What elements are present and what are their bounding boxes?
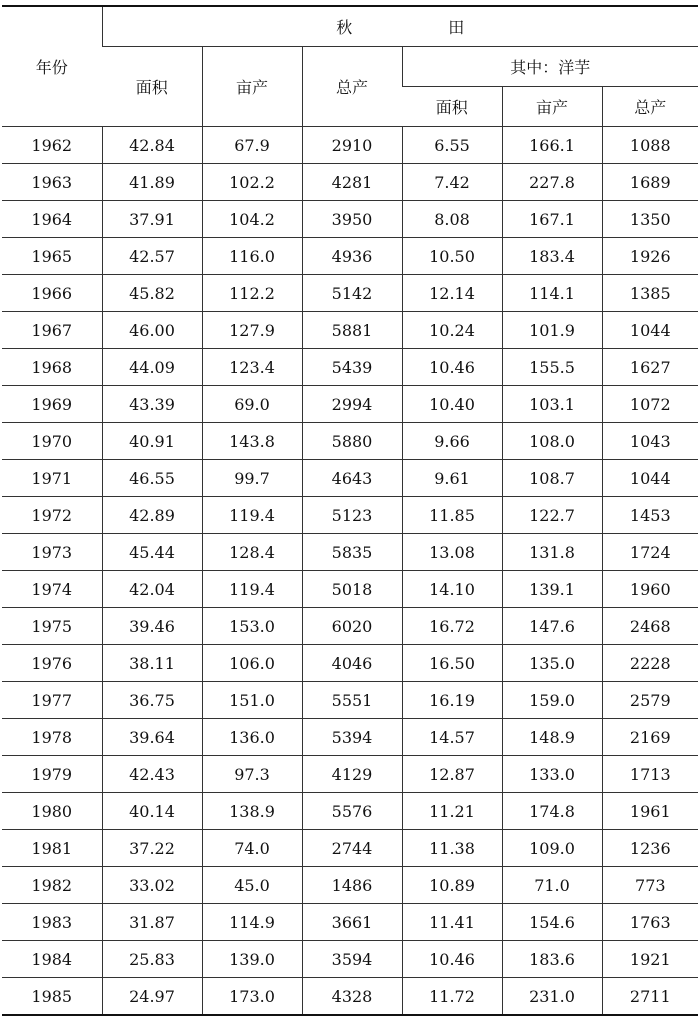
table-row bbox=[2, 127, 698, 164]
cell-potato-total: 1088 bbox=[602, 127, 698, 164]
cell-potato-total: 1236 bbox=[602, 830, 698, 867]
cell-area: 37.22 bbox=[102, 830, 202, 867]
cell-total: 2994 bbox=[302, 386, 402, 423]
cell-potato-per-mu: 103.1 bbox=[502, 386, 602, 423]
cell-total: 2910 bbox=[302, 127, 402, 164]
cell-total: 5551 bbox=[302, 682, 402, 719]
cell-total: 5835 bbox=[302, 534, 402, 571]
cell-total: 3950 bbox=[302, 201, 402, 238]
cell-potato-area: 10.40 bbox=[402, 386, 502, 423]
header-of-which-potato: 其中：洋芋 bbox=[402, 47, 698, 87]
cell-total: 6020 bbox=[302, 608, 402, 645]
cell-potato-area: 11.21 bbox=[402, 793, 502, 830]
cell-per-mu: 104.2 bbox=[202, 201, 302, 238]
cell-potato-per-mu: 166.1 bbox=[502, 127, 602, 164]
cell-per-mu: 97.3 bbox=[202, 756, 302, 793]
cell-year: 1977 bbox=[2, 682, 102, 719]
cell-year: 1981 bbox=[2, 830, 102, 867]
cell-area: 24.97 bbox=[102, 978, 202, 1016]
cell-potato-total: 773 bbox=[602, 867, 698, 904]
cell-area: 44.09 bbox=[102, 349, 202, 386]
cell-per-mu: 112.2 bbox=[202, 275, 302, 312]
cell-potato-area: 9.66 bbox=[402, 423, 502, 460]
cell-per-mu: 128.4 bbox=[202, 534, 302, 571]
cell-potato-total: 2169 bbox=[602, 719, 698, 756]
cell-area: 31.87 bbox=[102, 904, 202, 941]
cell-per-mu: 143.8 bbox=[202, 423, 302, 460]
header-potato-per-mu: 亩产 bbox=[502, 87, 602, 127]
cell-potato-total: 2228 bbox=[602, 645, 698, 682]
table-body bbox=[2, 127, 698, 1016]
cell-area: 41.89 bbox=[102, 164, 202, 201]
cell-year: 1971 bbox=[2, 460, 102, 497]
table-row bbox=[2, 164, 698, 201]
cell-area: 42.04 bbox=[102, 571, 202, 608]
cell-total: 4129 bbox=[302, 756, 402, 793]
cell-potato-per-mu: 154.6 bbox=[502, 904, 602, 941]
cell-year: 1978 bbox=[2, 719, 102, 756]
cell-potato-area: 16.50 bbox=[402, 645, 502, 682]
cell-potato-per-mu: 71.0 bbox=[502, 867, 602, 904]
table-row bbox=[2, 608, 698, 645]
cell-potato-area: 14.57 bbox=[402, 719, 502, 756]
cell-year: 1984 bbox=[2, 941, 102, 978]
cell-potato-area: 11.85 bbox=[402, 497, 502, 534]
cell-area: 40.91 bbox=[102, 423, 202, 460]
cell-per-mu: 153.0 bbox=[202, 608, 302, 645]
header-total: 总产 bbox=[302, 47, 402, 127]
cell-area: 33.02 bbox=[102, 867, 202, 904]
cell-area: 39.46 bbox=[102, 608, 202, 645]
cell-year: 1972 bbox=[2, 497, 102, 534]
cell-potato-total: 1453 bbox=[602, 497, 698, 534]
cell-potato-total: 1385 bbox=[602, 275, 698, 312]
cell-total: 5394 bbox=[302, 719, 402, 756]
table-row bbox=[2, 460, 698, 497]
cell-potato-area: 16.72 bbox=[402, 608, 502, 645]
cell-year: 1975 bbox=[2, 608, 102, 645]
cell-per-mu: 151.0 bbox=[202, 682, 302, 719]
cell-total: 1486 bbox=[302, 867, 402, 904]
cell-potato-per-mu: 167.1 bbox=[502, 201, 602, 238]
cell-total: 3594 bbox=[302, 941, 402, 978]
cell-potato-area: 6.55 bbox=[402, 127, 502, 164]
cell-potato-total: 1689 bbox=[602, 164, 698, 201]
cell-total: 5123 bbox=[302, 497, 402, 534]
cell-potato-area: 11.38 bbox=[402, 830, 502, 867]
table-row bbox=[2, 534, 698, 571]
cell-area: 46.00 bbox=[102, 312, 202, 349]
table-row bbox=[2, 904, 698, 941]
cell-total: 3661 bbox=[302, 904, 402, 941]
cell-per-mu: 173.0 bbox=[202, 978, 302, 1016]
cell-total: 4643 bbox=[302, 460, 402, 497]
cell-per-mu: 67.9 bbox=[202, 127, 302, 164]
cell-per-mu: 45.0 bbox=[202, 867, 302, 904]
cell-area: 45.82 bbox=[102, 275, 202, 312]
cell-potato-per-mu: 183.6 bbox=[502, 941, 602, 978]
table-row bbox=[2, 201, 698, 238]
cell-year: 1965 bbox=[2, 238, 102, 275]
cell-area: 37.91 bbox=[102, 201, 202, 238]
cell-potato-area: 7.42 bbox=[402, 164, 502, 201]
cell-potato-per-mu: 155.5 bbox=[502, 349, 602, 386]
table-row bbox=[2, 423, 698, 460]
cell-area: 39.64 bbox=[102, 719, 202, 756]
header-potato-total: 总产 bbox=[602, 87, 698, 127]
cell-per-mu: 116.0 bbox=[202, 238, 302, 275]
data-table bbox=[2, 5, 698, 1016]
cell-year: 1974 bbox=[2, 571, 102, 608]
cell-potato-area: 10.46 bbox=[402, 941, 502, 978]
table-row bbox=[2, 941, 698, 978]
header-potato-area: 面积 bbox=[402, 87, 502, 127]
header-autumn-field: 秋 田 bbox=[102, 6, 698, 47]
cell-potato-per-mu: 131.8 bbox=[502, 534, 602, 571]
cell-per-mu: 99.7 bbox=[202, 460, 302, 497]
cell-area: 25.83 bbox=[102, 941, 202, 978]
cell-potato-area: 10.50 bbox=[402, 238, 502, 275]
table-row bbox=[2, 275, 698, 312]
header-per-mu: 亩产 bbox=[202, 47, 302, 127]
cell-area: 36.75 bbox=[102, 682, 202, 719]
cell-potato-total: 1724 bbox=[602, 534, 698, 571]
cell-area: 38.11 bbox=[102, 645, 202, 682]
cell-potato-total: 1043 bbox=[602, 423, 698, 460]
table-row bbox=[2, 719, 698, 756]
cell-potato-per-mu: 227.8 bbox=[502, 164, 602, 201]
cell-potato-per-mu: 108.0 bbox=[502, 423, 602, 460]
header-area: 面积 bbox=[102, 47, 202, 127]
cell-total: 5880 bbox=[302, 423, 402, 460]
cell-per-mu: 136.0 bbox=[202, 719, 302, 756]
cell-per-mu: 106.0 bbox=[202, 645, 302, 682]
cell-potato-total: 1763 bbox=[602, 904, 698, 941]
table-row bbox=[2, 793, 698, 830]
table-row bbox=[2, 238, 698, 275]
cell-total: 5142 bbox=[302, 275, 402, 312]
cell-area: 42.43 bbox=[102, 756, 202, 793]
cell-per-mu: 138.9 bbox=[202, 793, 302, 830]
cell-year: 1968 bbox=[2, 349, 102, 386]
header-year: 年份 bbox=[2, 6, 102, 127]
cell-per-mu: 69.0 bbox=[202, 386, 302, 423]
cell-potato-total: 1961 bbox=[602, 793, 698, 830]
cell-per-mu: 127.9 bbox=[202, 312, 302, 349]
cell-potato-area: 8.08 bbox=[402, 201, 502, 238]
cell-potato-area: 10.24 bbox=[402, 312, 502, 349]
cell-year: 1983 bbox=[2, 904, 102, 941]
cell-per-mu: 119.4 bbox=[202, 497, 302, 534]
cell-potato-area: 13.08 bbox=[402, 534, 502, 571]
cell-potato-per-mu: 133.0 bbox=[502, 756, 602, 793]
cell-potato-per-mu: 147.6 bbox=[502, 608, 602, 645]
cell-per-mu: 102.2 bbox=[202, 164, 302, 201]
cell-area: 43.39 bbox=[102, 386, 202, 423]
cell-potato-area: 12.14 bbox=[402, 275, 502, 312]
cell-potato-per-mu: 135.0 bbox=[502, 645, 602, 682]
cell-potato-area: 16.19 bbox=[402, 682, 502, 719]
table-row bbox=[2, 386, 698, 423]
cell-total: 4046 bbox=[302, 645, 402, 682]
cell-year: 1964 bbox=[2, 201, 102, 238]
cell-year: 1985 bbox=[2, 978, 102, 1016]
cell-potato-per-mu: 109.0 bbox=[502, 830, 602, 867]
cell-per-mu: 114.9 bbox=[202, 904, 302, 941]
cell-year: 1979 bbox=[2, 756, 102, 793]
cell-potato-total: 1350 bbox=[602, 201, 698, 238]
cell-potato-area: 11.41 bbox=[402, 904, 502, 941]
cell-year: 1973 bbox=[2, 534, 102, 571]
table-row bbox=[2, 830, 698, 867]
cell-potato-total: 2468 bbox=[602, 608, 698, 645]
cell-potato-per-mu: 108.7 bbox=[502, 460, 602, 497]
cell-per-mu: 123.4 bbox=[202, 349, 302, 386]
cell-potato-per-mu: 101.9 bbox=[502, 312, 602, 349]
table-row bbox=[2, 312, 698, 349]
cell-area: 42.84 bbox=[102, 127, 202, 164]
cell-per-mu: 139.0 bbox=[202, 941, 302, 978]
cell-potato-total: 2579 bbox=[602, 682, 698, 719]
cell-year: 1970 bbox=[2, 423, 102, 460]
cell-potato-per-mu: 159.0 bbox=[502, 682, 602, 719]
table-row bbox=[2, 645, 698, 682]
cell-total: 5439 bbox=[302, 349, 402, 386]
table-row bbox=[2, 867, 698, 904]
cell-total: 2744 bbox=[302, 830, 402, 867]
cell-total: 5881 bbox=[302, 312, 402, 349]
cell-potato-per-mu: 122.7 bbox=[502, 497, 602, 534]
cell-potato-total: 1044 bbox=[602, 312, 698, 349]
cell-total: 4281 bbox=[302, 164, 402, 201]
cell-potato-per-mu: 148.9 bbox=[502, 719, 602, 756]
table-row bbox=[2, 571, 698, 608]
cell-potato-total: 1926 bbox=[602, 238, 698, 275]
cell-year: 1969 bbox=[2, 386, 102, 423]
cell-area: 45.44 bbox=[102, 534, 202, 571]
cell-potato-total: 1627 bbox=[602, 349, 698, 386]
cell-potato-area: 10.89 bbox=[402, 867, 502, 904]
cell-year: 1982 bbox=[2, 867, 102, 904]
cell-area: 40.14 bbox=[102, 793, 202, 830]
cell-potato-area: 11.72 bbox=[402, 978, 502, 1016]
cell-potato-per-mu: 183.4 bbox=[502, 238, 602, 275]
cell-potato-total: 1713 bbox=[602, 756, 698, 793]
cell-area: 42.57 bbox=[102, 238, 202, 275]
cell-area: 46.55 bbox=[102, 460, 202, 497]
cell-total: 5018 bbox=[302, 571, 402, 608]
cell-potato-per-mu: 139.1 bbox=[502, 571, 602, 608]
cell-potato-total: 1072 bbox=[602, 386, 698, 423]
cell-potato-total: 1960 bbox=[602, 571, 698, 608]
table-row bbox=[2, 497, 698, 534]
cell-year: 1963 bbox=[2, 164, 102, 201]
table-row bbox=[2, 978, 698, 1016]
cell-potato-per-mu: 114.1 bbox=[502, 275, 602, 312]
cell-potato-per-mu: 174.8 bbox=[502, 793, 602, 830]
cell-potato-area: 14.10 bbox=[402, 571, 502, 608]
table-row bbox=[2, 349, 698, 386]
cell-total: 5576 bbox=[302, 793, 402, 830]
cell-per-mu: 74.0 bbox=[202, 830, 302, 867]
cell-per-mu: 119.4 bbox=[202, 571, 302, 608]
cell-potato-per-mu: 231.0 bbox=[502, 978, 602, 1016]
cell-total: 4936 bbox=[302, 238, 402, 275]
table-header bbox=[2, 6, 698, 127]
cell-year: 1976 bbox=[2, 645, 102, 682]
cell-potato-area: 9.61 bbox=[402, 460, 502, 497]
table-row bbox=[2, 682, 698, 719]
cell-total: 4328 bbox=[302, 978, 402, 1016]
cell-year: 1980 bbox=[2, 793, 102, 830]
cell-year: 1966 bbox=[2, 275, 102, 312]
cell-year: 1962 bbox=[2, 127, 102, 164]
cell-potato-total: 1921 bbox=[602, 941, 698, 978]
cell-area: 42.89 bbox=[102, 497, 202, 534]
cell-year: 1967 bbox=[2, 312, 102, 349]
cell-potato-area: 12.87 bbox=[402, 756, 502, 793]
table-row bbox=[2, 756, 698, 793]
cell-potato-total: 1044 bbox=[602, 460, 698, 497]
cell-potato-total: 2711 bbox=[602, 978, 698, 1016]
cell-potato-area: 10.46 bbox=[402, 349, 502, 386]
